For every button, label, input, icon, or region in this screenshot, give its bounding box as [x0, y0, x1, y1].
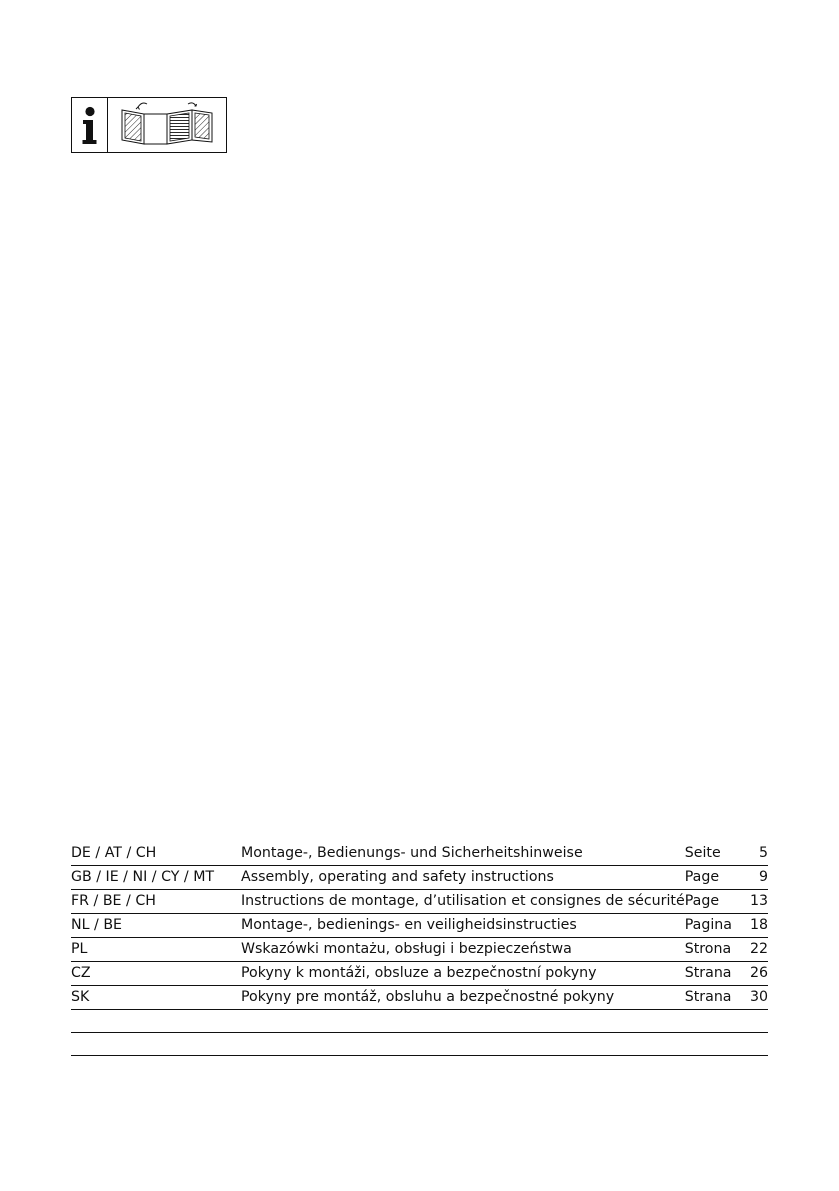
toc-title: Montage-, Bedienungs- und Sicherheitshinweise	[241, 842, 685, 866]
toc-languages: SK	[71, 986, 241, 1010]
toc-page-number: 5	[745, 842, 768, 866]
toc-languages: PL	[71, 938, 241, 962]
toc-row	[71, 914, 768, 938]
toc-title: Montage-, bedienings- en veiligheidsinstructies	[241, 914, 685, 938]
toc-row	[71, 986, 768, 1010]
toc-page-word: Page	[685, 866, 745, 890]
toc-page-number: 26	[745, 962, 768, 986]
toc-page-word: Seite	[685, 842, 745, 866]
toc-empty-cell	[71, 1010, 768, 1033]
toc-page-number: 9	[745, 866, 768, 890]
toc-row	[71, 866, 768, 890]
toc-languages: DE / AT / CH	[71, 842, 241, 866]
toc-title: Assembly, operating and safety instructions	[241, 866, 685, 890]
toc-empty-cell	[71, 1033, 768, 1056]
toc-page-word: Strana	[685, 962, 745, 986]
toc-title: Pokyny pre montáž, obsluhu a bezpečnostné pokyny	[241, 986, 685, 1010]
toc-languages: CZ	[71, 962, 241, 986]
info-icon	[71, 97, 108, 153]
toc-page-number: 30	[745, 986, 768, 1010]
toc-languages: FR / BE / CH	[71, 890, 241, 914]
toc-page-word: Strana	[685, 986, 745, 1010]
toc-languages: GB / IE / NI / CY / MT	[71, 866, 241, 890]
fold-out-page-icon	[108, 97, 227, 153]
toc-row	[71, 842, 768, 866]
toc-title: Instructions de montage, d’utilisation et consignes de sécurité	[241, 890, 685, 914]
table-of-contents	[71, 842, 768, 1056]
header-icons	[71, 97, 227, 153]
toc-page-word: Pagina	[685, 914, 745, 938]
toc-page-word: Strona	[685, 938, 745, 962]
toc-title: Wskazówki montażu, obsługi i bezpieczeństwa	[241, 938, 685, 962]
toc-row	[71, 890, 768, 914]
toc-page-number: 13	[745, 890, 768, 914]
toc-empty-row	[71, 1033, 768, 1056]
toc-row	[71, 938, 768, 962]
toc-title: Pokyny k montáži, obsluze a bezpečnostní pokyny	[241, 962, 685, 986]
toc-languages: NL / BE	[71, 914, 241, 938]
toc-page-number: 18	[745, 914, 768, 938]
toc-page-number: 22	[745, 938, 768, 962]
toc-row	[71, 962, 768, 986]
toc-page-word: Page	[685, 890, 745, 914]
toc-empty-row	[71, 1010, 768, 1033]
